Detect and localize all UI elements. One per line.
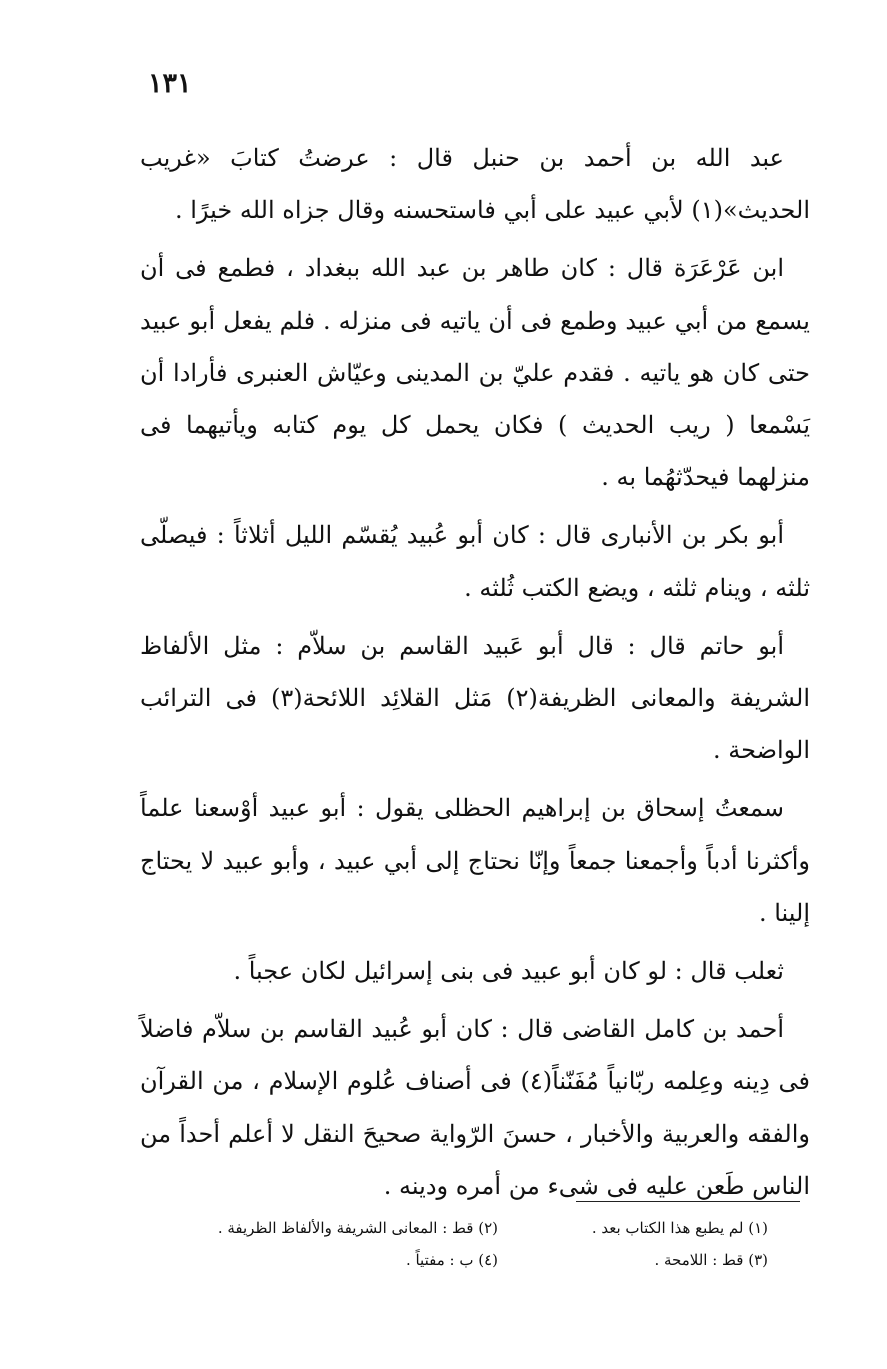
page-number: ١٣١ <box>148 68 192 99</box>
footnote-divider <box>576 1201 800 1202</box>
paragraph-abu-hatim: أبو حاتم قال : قال أبو عَبيد القاسم بن سلاّم : مثل الألفاظ الشريفة والمعانى الظريفة(٢) مَثل القلائِد اللائحة(٣) فى الترائب الواضحة . <box>140 631 810 765</box>
footnote-row <box>138 1212 768 1244</box>
main-text <box>140 132 810 1212</box>
paragraph-abdullah-ibn-ahmad: عبد الله بن أحمد بن حنبل قال : عرضتُ كتابَ «غريب الحديث»(١) لأبي عبيد على أبي فاستحسنه وقال جزاه الله خيرًا . <box>140 144 810 225</box>
paragraph-thalab: ثعلب قال : لو كان أبو عبيد فى بنى إسرائيل لكان عجباً . <box>233 957 784 986</box>
footnote-row <box>138 1244 768 1276</box>
paragraph-ahmad-ibn-kamil: أحمد بن كامل القاضى قال : كان أبو عُبيد القاسم بن سلاّم فاضلاً فى دِينه وعِلمه ربّانياً مُفَنّناً(٤) فى أصناف عُلوم الإسلام ، من القرآن والفقه والعربية والأخبار ، حسنَ الرّواية صحيحَ النقل لا أعلم أحداً من الناس طَعن عليه فى شىء من أمره ودينه . <box>140 1015 810 1200</box>
footnote-2: (٢) قط : المعانى الشريفة والألفاظ الظريفة . <box>217 1219 498 1237</box>
paragraph-abu-bakr-ibn-al-anbari: أبو بكر بن الأنبارى قال : كان أبو عُبيد يُقسّم الليل أثلاثاً : فيصلّى ثلثه ، وينام ثلثه ، ويضع الكتب ثُلثه . <box>140 521 810 602</box>
footnote-4: (٤) ب : مفتياً . <box>405 1251 498 1269</box>
footnote-1: (١) لم يطبع هذا الكتاب بعد . <box>591 1219 768 1237</box>
footnote-3: (٣) قط : اللامحة . <box>654 1251 768 1269</box>
paragraph-ibn-arara: ابن عَرْعَرَة قال : كان طاهر بن عبد الله ببغداد ، فطمع فى أن يسمع من أبي عبيد وطمع فى أن ياتيه فى منزله . فلم يفعل أبو عبيد حتى كان هو ياتيه . فقدم عليّ بن المدينى وعيّاش العنبرى فأرادا أن يَسْمعا ( ريب الحديث ) فكان يحمل كل يوم كتابه ويأتيهما فى منزلهما فيحدّثهُما به . <box>140 254 810 492</box>
paragraph-ishaq-ibn-ibrahim: سمعتُ إسحاق بن إبراهيم الحظلى يقول : أبو عبيد أوْسعنا علماً وأكثرنا أدباً وأجمعنا جمعاً وإنّا نحتاج إلى أبي عبيد ، وأبو عبيد لا يحتاج إلينا . <box>140 794 810 927</box>
footnotes <box>138 1212 768 1276</box>
